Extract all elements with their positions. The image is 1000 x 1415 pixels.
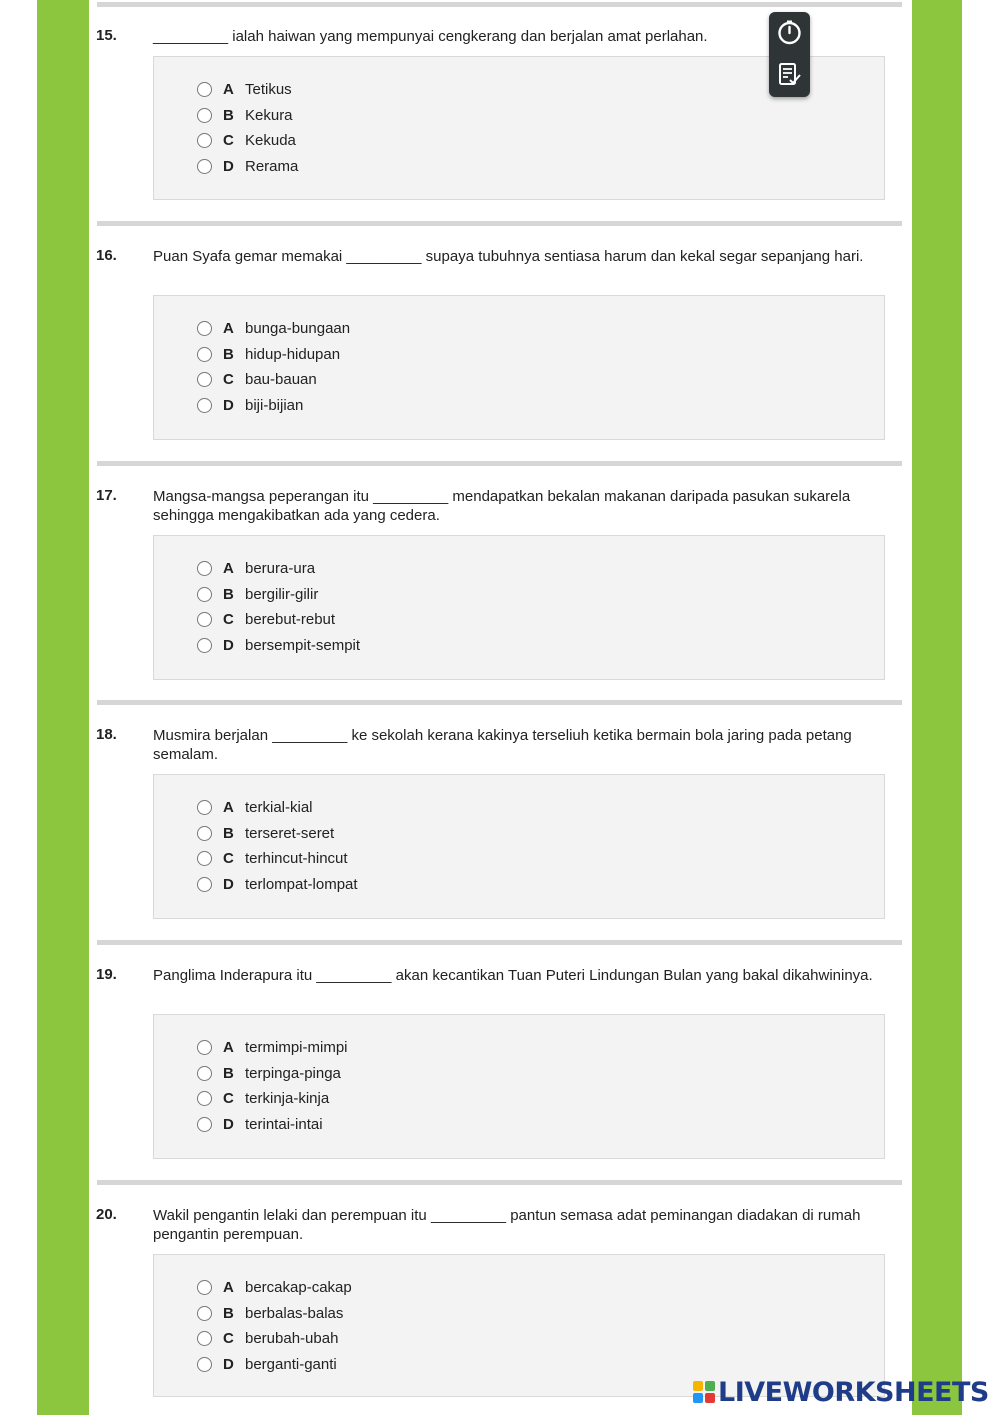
- finish-check-icon[interactable]: [777, 62, 802, 92]
- radio-button[interactable]: [197, 826, 212, 841]
- question-text: Puan Syafa gemar memakai _________ supaya tubuhnya sentiasa harum dan kekal segar sepanjang hari.: [153, 248, 864, 265]
- option-a[interactable]: [197, 79, 292, 99]
- question-text: Panglima Inderapura itu _________ akan kecantikan Tuan Puteri Lindungan Bulan yang bakal dikahwininya.: [153, 967, 873, 984]
- radio-button[interactable]: [197, 851, 212, 866]
- radio-button[interactable]: [197, 1306, 212, 1321]
- option-text: bercakap-cakap: [245, 1278, 352, 1296]
- option-text: hidup-hidupan: [245, 345, 341, 363]
- option-letter: A: [223, 1278, 234, 1296]
- option-letter: B: [223, 824, 234, 842]
- option-text: terpinga-pinga: [245, 1064, 341, 1082]
- question-text: Musmira berjalan _________ ke sekolah kerana kakinya terseliuh ketika bermain bola jaring pada petang semalam.: [153, 727, 852, 763]
- question-separator: [97, 1180, 902, 1185]
- option-letter: D: [223, 1115, 234, 1133]
- right-frame-border: [912, 0, 962, 1415]
- option-b[interactable]: [197, 584, 318, 604]
- question-separator: [97, 940, 902, 945]
- option-a[interactable]: [197, 558, 315, 578]
- option-text: Kekuda: [245, 131, 296, 149]
- option-c[interactable]: [197, 1088, 329, 1108]
- option-letter: B: [223, 1064, 234, 1082]
- option-letter: D: [223, 636, 234, 654]
- radio-button[interactable]: [197, 612, 212, 627]
- option-b[interactable]: [197, 105, 293, 125]
- radio-button[interactable]: [197, 398, 212, 413]
- answer-options: [153, 1014, 885, 1159]
- option-letter: B: [223, 106, 234, 124]
- radio-button[interactable]: [197, 638, 212, 653]
- option-letter: D: [223, 1355, 234, 1373]
- radio-button[interactable]: [197, 347, 212, 362]
- option-text: berganti-ganti: [245, 1355, 337, 1373]
- option-text: berubah-ubah: [245, 1329, 339, 1347]
- option-d[interactable]: [197, 156, 298, 176]
- question-text: Wakil pengantin lelaki dan perempuan itu _________ pantun semasa adat peminangan diadakan di rumah pengantin perempuan.: [153, 1207, 861, 1243]
- option-d[interactable]: [197, 874, 358, 894]
- option-a[interactable]: [197, 1277, 352, 1297]
- worksheet-page: [89, 0, 912, 1415]
- option-text: Kekura: [245, 106, 293, 124]
- option-letter: C: [223, 1329, 234, 1347]
- option-c[interactable]: [197, 609, 335, 629]
- answer-options: [153, 774, 885, 919]
- option-text: bau-bauan: [245, 370, 317, 388]
- option-letter: B: [223, 1304, 234, 1322]
- question-separator: [97, 461, 902, 466]
- option-text: berbalas-balas: [245, 1304, 344, 1322]
- option-a[interactable]: [197, 318, 350, 338]
- option-d[interactable]: [197, 395, 303, 415]
- radio-button[interactable]: [197, 1040, 212, 1055]
- liveworksheets-logo: [693, 1376, 989, 1408]
- question-separator: [97, 221, 902, 226]
- answer-options: [153, 535, 885, 680]
- option-text: terseret-seret: [245, 824, 335, 842]
- question-separator: [97, 2, 902, 7]
- radio-button[interactable]: [197, 1091, 212, 1106]
- option-letter: A: [223, 80, 234, 98]
- radio-button[interactable]: [197, 1280, 212, 1295]
- question-text: Mangsa-mangsa peperangan itu _________ mendapatkan bekalan makanan daripada pasukan sukarela sehingga mengakibatkan ada yang cedera.: [153, 488, 851, 524]
- radio-button[interactable]: [197, 1066, 212, 1081]
- answer-options: [153, 295, 885, 440]
- question-number: 19.: [96, 966, 117, 983]
- radio-button[interactable]: [197, 82, 212, 97]
- option-d[interactable]: [197, 635, 360, 655]
- left-frame-border: [37, 0, 89, 1415]
- option-letter: C: [223, 131, 234, 149]
- timer-icon[interactable]: [777, 20, 802, 50]
- option-letter: C: [223, 1089, 234, 1107]
- option-text: bergilir-gilir: [245, 585, 319, 603]
- option-letter: C: [223, 370, 234, 388]
- option-text: terlompat-lompat: [245, 875, 358, 893]
- option-a[interactable]: [197, 797, 313, 817]
- option-letter: D: [223, 157, 234, 175]
- option-text: bunga-bungaan: [245, 319, 351, 337]
- option-b[interactable]: [197, 344, 340, 364]
- radio-button[interactable]: [197, 800, 212, 815]
- option-letter: A: [223, 559, 234, 577]
- option-d[interactable]: [197, 1354, 337, 1374]
- option-b[interactable]: [197, 1303, 343, 1323]
- option-letter: A: [223, 798, 234, 816]
- radio-button[interactable]: [197, 561, 212, 576]
- option-b[interactable]: [197, 1063, 341, 1083]
- question-number: 20.: [96, 1206, 117, 1223]
- option-c[interactable]: [197, 369, 317, 389]
- radio-button[interactable]: [197, 321, 212, 336]
- floating-toolbar: [769, 12, 810, 97]
- radio-button[interactable]: [197, 372, 212, 387]
- option-text: Rerama: [245, 157, 299, 175]
- radio-button[interactable]: [197, 159, 212, 174]
- option-b[interactable]: [197, 823, 334, 843]
- option-c[interactable]: [197, 1328, 338, 1348]
- radio-button[interactable]: [197, 1117, 212, 1132]
- option-text: biji-bijian: [245, 396, 304, 414]
- option-letter: C: [223, 849, 234, 867]
- brand-name: LIVEWORKSHEETS: [718, 1376, 989, 1408]
- question-separator: [97, 700, 902, 705]
- question-number: 18.: [96, 726, 117, 743]
- radio-button[interactable]: [197, 587, 212, 602]
- option-letter: D: [223, 875, 234, 893]
- option-a[interactable]: [197, 1037, 348, 1057]
- radio-button[interactable]: [197, 108, 212, 123]
- question-number: 16.: [96, 247, 117, 264]
- option-letter: A: [223, 1038, 234, 1056]
- option-text: berura-ura: [245, 559, 316, 577]
- option-letter: B: [223, 585, 234, 603]
- radio-button[interactable]: [197, 1331, 212, 1346]
- option-c[interactable]: [197, 848, 348, 868]
- option-text: terintai-intai: [245, 1115, 323, 1133]
- option-d[interactable]: [197, 1114, 323, 1134]
- question-number: 17.: [96, 487, 117, 504]
- radio-button[interactable]: [197, 877, 212, 892]
- option-c[interactable]: [197, 130, 296, 150]
- question-text: _________ ialah haiwan yang mempunyai cengkerang dan berjalan amat perlahan.: [153, 28, 708, 45]
- option-letter: A: [223, 319, 234, 337]
- option-letter: D: [223, 396, 234, 414]
- option-text: berebut-rebut: [245, 610, 336, 628]
- option-text: bersempit-sempit: [245, 636, 361, 654]
- radio-button[interactable]: [197, 133, 212, 148]
- option-text: terkinja-kinja: [245, 1089, 330, 1107]
- radio-button[interactable]: [197, 1357, 212, 1372]
- liveworksheets-logo-icon: [693, 1381, 715, 1403]
- option-letter: C: [223, 610, 234, 628]
- option-text: terkial-kial: [245, 798, 313, 816]
- option-text: Tetikus: [245, 80, 292, 98]
- option-text: terhincut-hincut: [245, 849, 348, 867]
- option-letter: B: [223, 345, 234, 363]
- option-text: termimpi-mimpi: [245, 1038, 348, 1056]
- page-margin: [962, 0, 1000, 1415]
- question-number: 15.: [96, 27, 117, 44]
